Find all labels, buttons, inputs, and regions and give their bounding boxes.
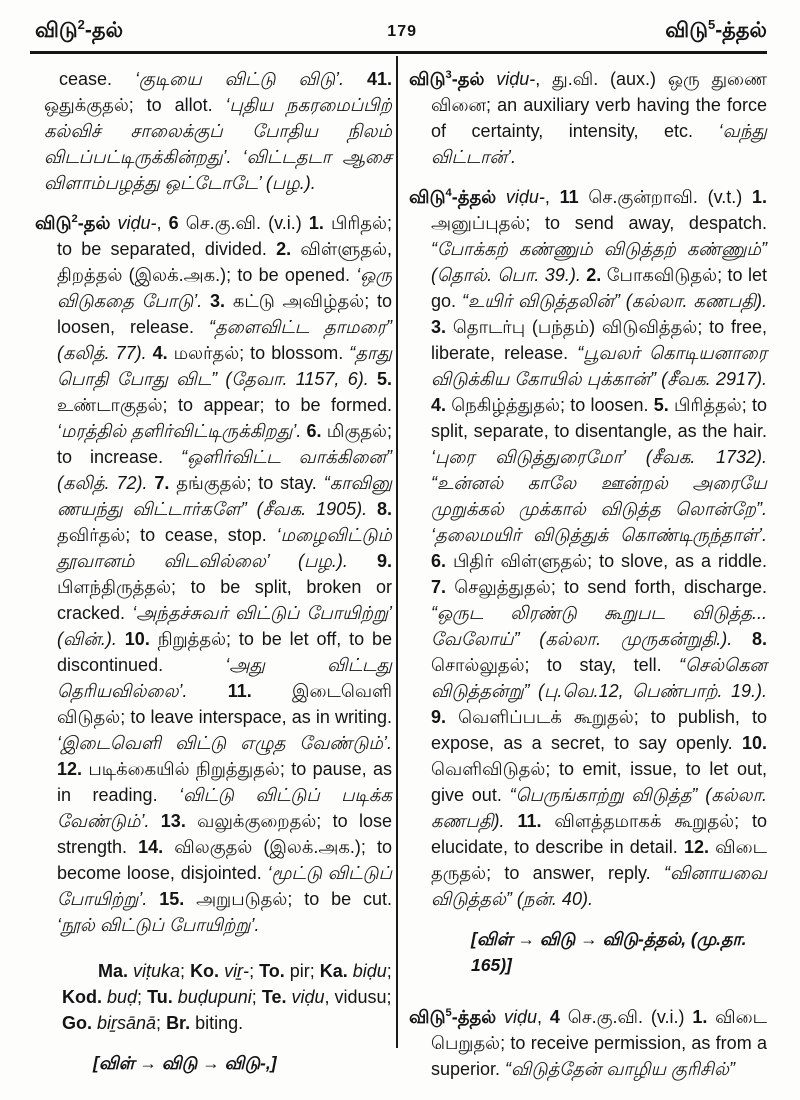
entry-vidu2: விடு$^2$-தல் viḍu-, 6 செ.கு.வி. (v.i.) 1. பிரிதல்; to be separated, divided. 2. விள்ளுதல், திறத்தல் (இலக்.அக.); to be opened. ‘ஒரு விடுகதை போடு’. 3. கட்டு அவிழ்தல்; to loosen, release. “தளைவிட்ட தாமரை” (கலித். 77). 4. மலர்தல்; to blossom. “தாது பொதி போது விட” (தேவா. 1157, 6). 5. உண்டாகுதல்; to appear; to be formed. ‘மரத்தில் தளிர்விட்டிருக்கிறது’. 6. மிகுதல்; to increase. “ஒளிர்விட்ட வாக்கினை” (கலித். 72). 7. தங்குதல்; to stay. “காவினு ணயந்து விட்டார்களே” (சீவக. 1905). 8. தவிர்தல்; to cease, stop. ‘மழைவிட்டும் தூவானம் விடவில்லை’ (பழ.). 9. பிளந்திருத்தல்; to be split, broken or cracked. ‘அந்தச்சுவர் விட்டுப் போயிற்று’ (வின்.). 10. நிறுத்தல்; to be let off, to be discontinued. ‘அது விட்டது தெரியவில்லை’. 11. இடைவெளி விடுதல்; to leave interspace, as in writing. ‘இடைவெளி விட்டு எழுத வேண்டும்’. 12. படிக்கையில் நிறுத்துதல்; to pause, as in reading. ‘விட்டு விட்டுப் படிக்க வேண்டும்’. 13. வலுக்குறைதல்; to lose strength. 14. விலகுதல் (இலக்.அக.); to become loose, disjointed. ‘மூட்டு விட்டுப் போயிற்று’. 15. அறுபடுதல்; to be cut. ‘நூல் விட்டுப் போயிற்று’. [35,213,393,935]
header-rule [30,51,767,54]
right-column [409,66,767,1082]
entry-vidu1-continuation: cease. ‘குடியை விட்டு விடு’. 41. ஒதுக்குதல்; to allot. ‘புதிய நகரமைப்பிற் கல்விச் சாலைக்குப் போதிய நிலம் விடப்பட்டிருக்கின்றது’. ‘விட்டதடா ஆசை விளாம்பழத்து ஒட்டோடே’ (பழ.). [44,69,392,193]
left-column [35,66,392,1076]
running-head [35,18,767,44]
page-number: 179 [387,23,417,40]
entry-vidu4: விடு$^4$-த்தல் viḍu-, 11 செ.குன்றாவி. (v.t.) 1. அனுப்புதல்; to send away, despatch. “போக்கற் கண்ணும் விடுத்தற் கண்ணும்” (தொல். பொ. 39.). 2. போகவிடுதல்; to let go. “உயிர் விடுத்தலின்” (கல்லா. கணபதி). 3. தொடர்பு (பந்தம்) விடுவித்தல்; to free, liberate, release. “பூவலர் கொடியனாரை விடுக்கிய கோயில் புக்கான்” (சீவக. 2917). 4. நெகிழ்த்துதல்; to loosen. 5. பிரித்தல்; to split, separate, to disentangle, as the hair. ‘புரை விடுத்துரைமோ’ (சீவக. 1732). “உன்னல் காலே ஊன்றல் அரையே முறுக்கல் முக்கால் விடுத்த லொன்றே”. ‘தலைமயிர் விடுத்துக் கொண்டிருந்தாள்’. 6. பிதிர் விள்ளுதல்; to slove, as a riddle. 7. செலுத்துதல்; to send forth, discharge. “ஒருட லிரண்டு கூறுபட விடுத்த... வேலோய்” (கல்லா. முருகன்றுதி.). 8. சொல்லுதல்; to stay, tell. “செல்கென விடுத்தன்று” (பு.வெ.12, பெண்பாற். 19.). 9. வெளிப்படக் கூறுதல்; to publish, to expose, as a secret, to say openly. 10. வெளிவிடுதல்; to emit, issue, to let out, give out. “பெருங்காற்று விடுத்த” (கல்லா. கணபதி). 11. விளத்தமாகக் கூறுதல்; to elucidate, to describe in detail. 12. விடை தருதல்; to answer, reply. “வினாயவை விடுத்தல்” (நன். 40). [409,187,768,909]
cognates-block: Ma. viṭuka; Ko. viṟ-; To. pir; Ka. biḍu; Kod. buḍ; Tu. buḍupuni; Te. viḍu, vidusu; Go. biṟsānā; Br. biting. [62,961,392,1033]
derivation-vidu2: [விள் → விடு → விடு-,] [93,1053,277,1073]
entry-vidu3: விடு$^3$-தல் viḍu-, து.வி. (aux.) ஒரு துணை வினை; an auxiliary verb having the force of certainty, intensity, etc. ‘வந்து விட்டான்’. [409,69,767,167]
entry-vidu5: விடு$^5$-த்தல் viḍu, 4 செ.கு.வி. (v.i.) 1. விடை பெறுதல்; to receive permission, as from a superior. “விடுத்தேன் வாழிய குரிசில்” [409,1007,768,1079]
column-divider-rule [396,56,398,1048]
derivation-vidu4: [விள் → விடு → விடு-த்தல், (மு.தா. 165)] [471,929,747,975]
running-head-left: விடு$^2$-தல் [35,17,123,42]
running-head-right: விடு$^5$-த்தல் [665,17,767,42]
